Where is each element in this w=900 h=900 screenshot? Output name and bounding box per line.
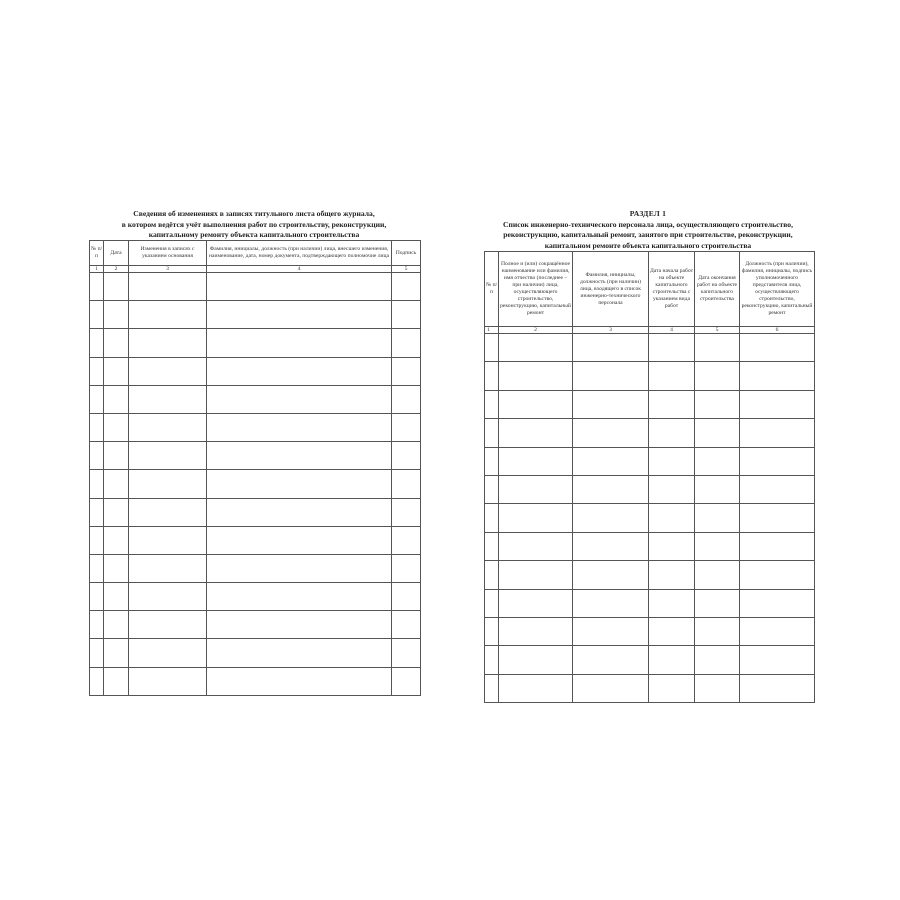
right-table-row (485, 390, 815, 418)
right-table-cell[interactable] (499, 589, 573, 617)
right-table-cell[interactable] (485, 532, 499, 560)
right-table-cell[interactable] (573, 532, 649, 560)
left-column-number-row (90, 266, 421, 273)
right-table-cell[interactable] (649, 504, 695, 532)
right-table-cell[interactable] (695, 674, 740, 702)
right-table-cell[interactable] (740, 475, 815, 503)
left-table-row (90, 273, 421, 301)
right-table-cell[interactable] (695, 334, 740, 362)
left-table-cell[interactable] (104, 442, 129, 470)
right-table-cell[interactable] (485, 646, 499, 674)
left-table-cell[interactable] (104, 470, 129, 498)
left-table-cell[interactable] (392, 639, 421, 667)
right-table-cell[interactable] (573, 362, 649, 390)
left-table-cell[interactable] (392, 498, 421, 526)
left-table-cell[interactable] (104, 583, 129, 611)
right-table-cell[interactable] (740, 362, 815, 390)
right-table-cell[interactable] (573, 561, 649, 589)
left-table-row (90, 554, 421, 582)
right-table-cell[interactable] (695, 532, 740, 560)
right-table-row (485, 334, 815, 362)
section-heading: РАЗДЕЛ 1 (629, 209, 667, 218)
right-table-cell[interactable] (649, 419, 695, 447)
left-table-cell[interactable] (129, 667, 207, 695)
left-table-cell[interactable] (104, 667, 129, 695)
left-table-row (90, 526, 421, 554)
right-table-row (485, 674, 815, 702)
right-table-cell[interactable] (499, 646, 573, 674)
right-table-cell[interactable] (499, 674, 573, 702)
left-table-row (90, 329, 421, 357)
right-table-cell[interactable] (695, 447, 740, 475)
right-colnum-5: 5 (695, 327, 740, 334)
right-page-title (484, 209, 812, 251)
right-colnum-3: 3 (573, 327, 649, 334)
right-table-cell[interactable] (649, 561, 695, 589)
right-table-cell[interactable] (649, 532, 695, 560)
left-table-cell[interactable] (129, 273, 207, 301)
left-table-cell[interactable] (129, 329, 207, 357)
left-table-row (90, 413, 421, 441)
left-table-cell[interactable] (207, 470, 392, 498)
right-table-cell[interactable] (485, 475, 499, 503)
left-colnum-5: 5 (392, 266, 421, 273)
left-table-cell[interactable] (90, 442, 104, 470)
right-colnum-1: 1 (485, 327, 499, 334)
left-table-cell[interactable] (129, 413, 207, 441)
left-table-cell[interactable] (207, 498, 392, 526)
right-table-cell[interactable] (695, 589, 740, 617)
left-header-changes: Изменения в записях с указанием основания (129, 241, 207, 266)
left-table-cell[interactable] (90, 611, 104, 639)
right-table-cell[interactable] (499, 362, 573, 390)
right-table-row (485, 475, 815, 503)
left-table-cell[interactable] (90, 526, 104, 554)
right-table-cell[interactable] (485, 589, 499, 617)
left-table-row (90, 301, 421, 329)
right-table-cell[interactable] (485, 617, 499, 645)
right-header-end-date: Дата окончания работ на объекте капитального строительства (695, 252, 740, 327)
right-table-cell[interactable] (695, 504, 740, 532)
right-table-cell[interactable] (695, 362, 740, 390)
left-table-cell[interactable] (392, 611, 421, 639)
left-colnum-2: 2 (104, 266, 129, 273)
left-table-row (90, 357, 421, 385)
right-table-cell[interactable] (740, 589, 815, 617)
right-table-cell[interactable] (573, 447, 649, 475)
left-table-cell[interactable] (90, 329, 104, 357)
left-table-cell[interactable] (129, 470, 207, 498)
right-table-cell[interactable] (695, 419, 740, 447)
right-colnum-4: 4 (649, 327, 695, 334)
left-table-row (90, 667, 421, 695)
left-page-title (104, 209, 404, 241)
right-table-cell[interactable] (485, 447, 499, 475)
left-table-cell[interactable] (90, 413, 104, 441)
right-table-cell[interactable] (649, 617, 695, 645)
left-table-cell[interactable] (207, 385, 392, 413)
left-table-cell[interactable] (90, 273, 104, 301)
right-table-cell[interactable] (695, 617, 740, 645)
left-colnum-1: 1 (90, 266, 104, 273)
left-table-row (90, 385, 421, 413)
right-column-number-row (485, 327, 815, 334)
left-table-row (90, 639, 421, 667)
right-table-cell[interactable] (740, 674, 815, 702)
left-table-cell[interactable] (129, 301, 207, 329)
right-table-row (485, 532, 815, 560)
left-table-cell[interactable] (104, 498, 129, 526)
left-table-cell[interactable] (90, 385, 104, 413)
right-table-cell[interactable] (485, 419, 499, 447)
right-personnel-table (484, 251, 815, 703)
right-table-cell[interactable] (485, 390, 499, 418)
right-table-cell[interactable] (695, 390, 740, 418)
right-table-cell[interactable] (573, 646, 649, 674)
right-table-cell[interactable] (499, 334, 573, 362)
right-table-cell[interactable] (649, 674, 695, 702)
left-table-cell[interactable] (392, 273, 421, 301)
right-table-cell[interactable] (649, 447, 695, 475)
left-table-cell[interactable] (392, 385, 421, 413)
left-table-cell[interactable] (392, 526, 421, 554)
right-table-cell[interactable] (499, 504, 573, 532)
right-table-cell[interactable] (499, 561, 573, 589)
right-table-cell[interactable] (573, 390, 649, 418)
right-table-row (485, 561, 815, 589)
right-table-cell[interactable] (499, 447, 573, 475)
right-header-representative: Должность (при наличии), фамилия, инициалы, подпись уполномоченного представителя лица, осуществляющего строительство, реконструкцию, капитальный ремонт (740, 252, 815, 327)
left-table-cell[interactable] (129, 639, 207, 667)
left-table-cell[interactable] (104, 554, 129, 582)
right-table-cell[interactable] (573, 475, 649, 503)
right-table-row (485, 419, 815, 447)
right-table-cell[interactable] (740, 334, 815, 362)
left-table-cell[interactable] (207, 301, 392, 329)
left-table-cell[interactable] (104, 526, 129, 554)
right-table-cell[interactable] (740, 646, 815, 674)
left-table-row (90, 611, 421, 639)
left-table-cell[interactable] (90, 470, 104, 498)
right-table-cell[interactable] (695, 475, 740, 503)
right-table-cell[interactable] (499, 617, 573, 645)
right-table-cell[interactable] (695, 561, 740, 589)
left-table-cell[interactable] (104, 385, 129, 413)
left-header-signature: Подпись (392, 241, 421, 266)
right-table-cell[interactable] (695, 646, 740, 674)
left-table-row (90, 498, 421, 526)
left-table-cell[interactable] (90, 301, 104, 329)
left-table-row (90, 442, 421, 470)
right-title-line-2: реконструкцию, капитальный ремонт, занятого при строительстве, реконструкции, (503, 230, 793, 239)
left-table-cell[interactable] (207, 611, 392, 639)
left-table-cell[interactable] (207, 273, 392, 301)
right-table-cell[interactable] (740, 561, 815, 589)
right-table-cell[interactable] (499, 475, 573, 503)
left-table-cell[interactable] (90, 357, 104, 385)
right-table-body (485, 334, 815, 703)
left-table-cell[interactable] (129, 526, 207, 554)
left-table-cell[interactable] (104, 357, 129, 385)
right-title-line-1: Список инженерно-технического персонала лица, осуществляющего строительство, (502, 219, 793, 229)
right-table-cell[interactable] (649, 475, 695, 503)
right-table-cell[interactable] (499, 390, 573, 418)
left-table-cell[interactable] (90, 667, 104, 695)
right-table-cell[interactable] (740, 390, 815, 418)
left-table-cell[interactable] (207, 442, 392, 470)
left-table-cell[interactable] (104, 329, 129, 357)
left-table-cell[interactable] (207, 526, 392, 554)
left-table-cell[interactable] (207, 357, 392, 385)
right-table-cell[interactable] (740, 617, 815, 645)
right-table-cell[interactable] (499, 532, 573, 560)
left-table-cell[interactable] (104, 413, 129, 441)
right-table-cell[interactable] (649, 646, 695, 674)
left-table-cell[interactable] (90, 498, 104, 526)
left-title-line-3: капитальному ремонту объекта капитального строительства (148, 230, 360, 239)
right-table-row (485, 617, 815, 645)
right-table-cell[interactable] (740, 447, 815, 475)
left-table-cell[interactable] (392, 301, 421, 329)
left-table-cell[interactable] (392, 357, 421, 385)
left-header-number: № п/п (90, 241, 104, 266)
left-table-cell[interactable] (129, 498, 207, 526)
right-table-cell[interactable] (485, 504, 499, 532)
right-table-cell[interactable] (499, 419, 573, 447)
right-table-cell[interactable] (573, 419, 649, 447)
left-changes-table (89, 240, 421, 696)
right-table-row (485, 589, 815, 617)
right-table-row (485, 447, 815, 475)
left-table-cell[interactable] (129, 357, 207, 385)
left-table-cell[interactable] (392, 442, 421, 470)
right-table-cell[interactable] (649, 334, 695, 362)
right-table-header-row (485, 252, 815, 327)
left-table-cell[interactable] (207, 413, 392, 441)
right-table-cell[interactable] (740, 532, 815, 560)
left-table-cell[interactable] (104, 301, 129, 329)
left-table-cell[interactable] (104, 611, 129, 639)
left-header-date: Дата (104, 241, 129, 266)
left-colnum-4: 4 (207, 266, 392, 273)
right-table-cell[interactable] (649, 589, 695, 617)
left-table-row (90, 583, 421, 611)
left-title-line-1: Сведения об изменениях в записях титульного листа общего журнала, (133, 209, 375, 218)
left-table-cell[interactable] (104, 639, 129, 667)
right-table-cell[interactable] (573, 504, 649, 532)
left-table-cell[interactable] (90, 554, 104, 582)
right-table-cell[interactable] (573, 674, 649, 702)
left-table-cell[interactable] (392, 329, 421, 357)
left-table-cell[interactable] (104, 273, 129, 301)
right-header-engineer: Фамилия, инициалы, должность (при наличии) лица, входящего в список инженерно-технического персонала (573, 252, 649, 327)
left-table-cell[interactable] (392, 413, 421, 441)
left-table-cell[interactable] (207, 554, 392, 582)
left-table-cell[interactable] (392, 554, 421, 582)
right-table-cell[interactable] (573, 334, 649, 362)
right-table-cell[interactable] (649, 390, 695, 418)
right-table-cell[interactable] (485, 334, 499, 362)
left-table-cell[interactable] (392, 583, 421, 611)
left-table-cell[interactable] (207, 583, 392, 611)
right-table-cell[interactable] (740, 419, 815, 447)
left-table-header-row (90, 241, 421, 266)
right-table-cell[interactable] (649, 362, 695, 390)
right-table-cell[interactable] (740, 504, 815, 532)
left-table-cell[interactable] (392, 470, 421, 498)
left-table-row (90, 470, 421, 498)
left-table-body (90, 273, 421, 696)
right-title-line-3: капитальном ремонте объекта капитального строительства (544, 240, 752, 250)
left-table-cell[interactable] (129, 385, 207, 413)
right-table-cell[interactable] (573, 589, 649, 617)
left-table-cell[interactable] (207, 329, 392, 357)
right-header-start-date: Дата начала работ на объекте капитального строительства с указанием вида работ (649, 252, 695, 327)
right-table-row (485, 646, 815, 674)
left-table-cell[interactable] (129, 442, 207, 470)
right-table-cell[interactable] (485, 362, 499, 390)
right-header-organization: Полное и (или) сокращённое наименование или фамилия, имя отчество (последнее – при наличии) лица, осуществляющего строительство, реконструкцию, капитальный ремонт (499, 252, 573, 327)
left-table-cell[interactable] (129, 611, 207, 639)
left-title-line-2: в котором ведётся учёт выполнения работ по строительству, реконструкции, (121, 219, 387, 229)
left-table-cell[interactable] (207, 639, 392, 667)
right-table-cell[interactable] (485, 674, 499, 702)
left-table-cell[interactable] (207, 667, 392, 695)
right-colnum-2: 2 (499, 327, 573, 334)
left-header-person: Фамилия, инициалы, должность (при наличии) лица, внесшего изменения, наименование, дата, номер документа, подтверждающего полномочие лица (207, 241, 392, 266)
left-table-cell[interactable] (129, 554, 207, 582)
left-table-cell[interactable] (90, 639, 104, 667)
left-table-cell[interactable] (392, 667, 421, 695)
right-table-row (485, 362, 815, 390)
right-table-cell[interactable] (485, 561, 499, 589)
right-table-row (485, 504, 815, 532)
right-header-number: № п/п (485, 252, 499, 327)
right-table-cell[interactable] (573, 617, 649, 645)
left-table-cell[interactable] (129, 583, 207, 611)
left-colnum-3: 3 (129, 266, 207, 273)
right-colnum-6: 6 (740, 327, 815, 334)
left-table-cell[interactable] (90, 583, 104, 611)
